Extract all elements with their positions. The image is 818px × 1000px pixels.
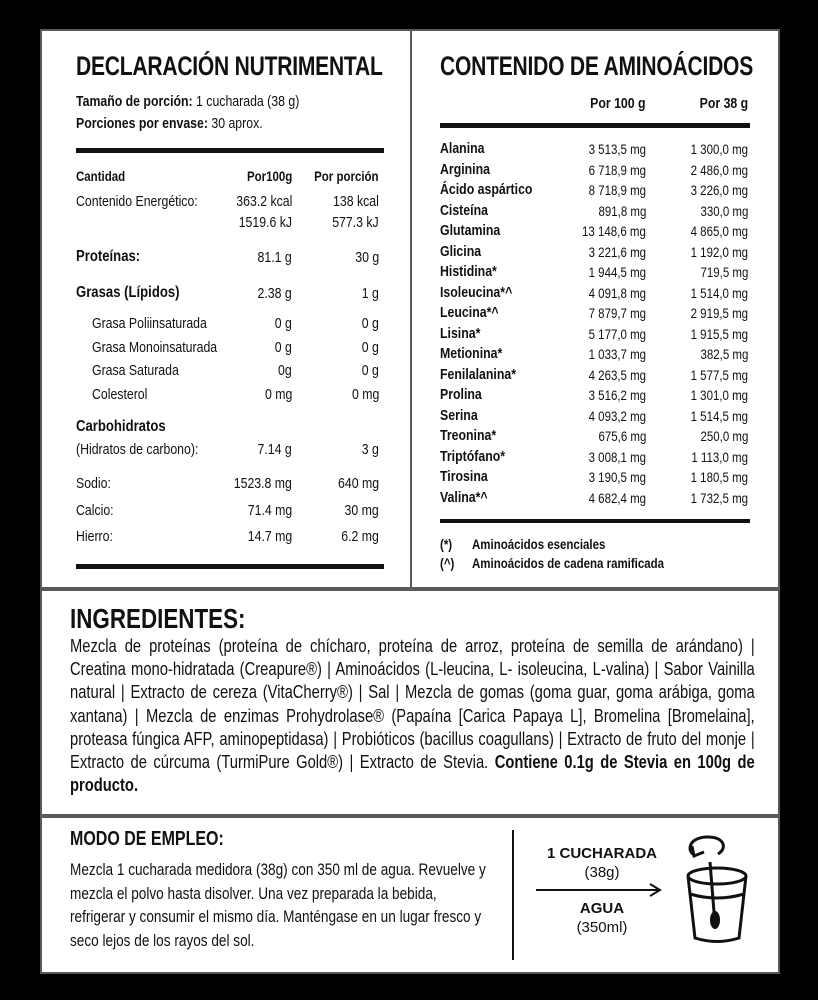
- iron-portion: 6.2 mg: [341, 528, 379, 545]
- amino-name: Glicina: [440, 243, 482, 260]
- water-amount: (350ml): [576, 919, 628, 936]
- amino-name: Cisteína: [440, 202, 488, 219]
- legend-branched-text: Aminoácidos de cadena ramificada: [472, 555, 665, 571]
- servings-label: Porciones por envase:: [76, 115, 208, 132]
- amino-value-38g: 1 301,0 mg: [690, 387, 748, 403]
- shaker-cup-icon: [680, 832, 754, 950]
- amino-name: Tirosina: [440, 469, 488, 485]
- amino-value-38g: 1 514,0 mg: [690, 284, 748, 301]
- amino-value-100g: 7 879,7 mg: [588, 305, 646, 321]
- amino-value-100g: 3 516,2 mg: [588, 387, 646, 403]
- amino-acid-panel: [410, 29, 780, 589]
- energy-kcal-portion: 138 kcal: [333, 193, 379, 210]
- amino-value-38g: 1 300,0 mg: [690, 141, 748, 157]
- amino-value-38g: 382,5 mg: [700, 346, 748, 362]
- legend-essential-symbol: (*): [440, 536, 453, 552]
- amino-value-100g: 1 944,5 mg: [588, 264, 646, 280]
- ingredients-panel: [40, 589, 780, 816]
- amino-value-100g: 4 263,5 mg: [588, 366, 646, 383]
- stevia-note: Contiene 0.1g de Stevia en 100g de producto.: [70, 752, 755, 796]
- legend-branched-symbol: (^): [440, 555, 455, 571]
- ingredients-title: INGREDIENTES:: [70, 603, 246, 634]
- amino-value-38g: 2 486,0 mg: [690, 161, 748, 178]
- fat-portion: 1 g: [361, 285, 379, 302]
- calcium-portion: 30 mg: [344, 502, 379, 519]
- amino-value-38g: 1 577,5 mg: [690, 366, 748, 383]
- sodium-portion: 640 mg: [337, 475, 379, 492]
- servings-value: 30 aprox.: [211, 115, 263, 132]
- usage-instructions: Mezcla 1 cucharada medidora (38g) con 350 ml de agua. Revuelve y mezcla el polvo hasta disolver. Una vez preparada la bebida, refrigerar y consumir el mismo día. Manténgase en un lugar fresco y seco lejos de los rayos del sol.: [70, 860, 486, 950]
- amino-col-100g: Por 100 g: [590, 95, 646, 112]
- iron-100g: 14.7 mg: [247, 528, 292, 545]
- amino-name: Prolina: [440, 387, 482, 403]
- usage-title: MODO DE EMPLEO:: [70, 828, 224, 850]
- amino-value-38g: 1 514,5 mg: [690, 407, 748, 424]
- monounsaturated-portion: 0 g: [361, 339, 379, 356]
- protein-portion: 30 g: [355, 249, 379, 266]
- polyunsaturated-portion: 0 g: [361, 315, 379, 332]
- amino-name: Leucina*^: [440, 305, 499, 321]
- amino-value-100g: 8 718,9 mg: [588, 182, 646, 198]
- water-label: AGUA: [579, 900, 625, 917]
- amino-name: Glutamina: [440, 223, 501, 239]
- amino-value-38g: 1 180,5 mg: [690, 469, 748, 485]
- amino-value-38g: 1 192,0 mg: [690, 243, 748, 260]
- amino-value-100g: 1 033,7 mg: [588, 346, 646, 362]
- amino-name: Lisina*: [440, 325, 481, 342]
- thick-divider: [76, 148, 384, 153]
- serving-value: 1 cucharada (38 g): [196, 93, 300, 110]
- carbs-sub-label: (Hidratos de carbono):: [76, 441, 199, 458]
- amino-name: Fenilalanina*: [440, 366, 517, 383]
- amino-value-100g: 891,8 mg: [598, 202, 646, 219]
- cholesterol-label: Colesterol: [92, 386, 148, 403]
- amino-value-100g: 3 008,1 mg: [588, 448, 646, 465]
- polyunsaturated-label: Grasa Poliinsaturada: [92, 315, 207, 332]
- amino-value-100g: 4 091,8 mg: [588, 284, 646, 301]
- cholesterol-portion: 0 mg: [351, 386, 379, 403]
- amino-value-100g: 4 682,4 mg: [588, 489, 646, 506]
- monounsaturated-100g: 0 g: [274, 339, 292, 356]
- carbs-portion: 3 g: [361, 441, 379, 458]
- amino-value-38g: 1 732,5 mg: [690, 489, 748, 506]
- ingredients-text: [70, 635, 755, 797]
- nutrition-facts-panel: [40, 29, 412, 589]
- amino-value-100g: 5 177,0 mg: [588, 325, 646, 342]
- amino-value-38g: 4 865,0 mg: [690, 223, 748, 239]
- amino-bottom-divider: [440, 519, 750, 523]
- usage-divider: [512, 830, 514, 960]
- amino-value-38g: 1 113,0 mg: [691, 448, 748, 465]
- saturated-portion: 0 g: [361, 362, 379, 379]
- protein-label: Proteínas:: [76, 248, 141, 265]
- scoop-label: 1 CUCHARADA: [546, 845, 657, 862]
- usage-panel: [40, 816, 780, 974]
- energy-kj-100g: 1519.6 kJ: [238, 214, 292, 231]
- amino-name: Ácido aspártico: [440, 182, 533, 198]
- energy-label: Contenido Energético:: [76, 193, 198, 210]
- nutrition-title: DECLARACIÓN NUTRIMENTAL: [76, 51, 383, 81]
- col-header-portion: Por porción: [314, 168, 379, 184]
- legend-essential-text: Aminoácidos esenciales: [472, 536, 606, 552]
- amino-value-38g: 2 919,5 mg: [690, 305, 748, 321]
- sodium-label: Sodio:: [76, 475, 111, 492]
- serving-label: Tamaño de porción:: [76, 93, 193, 110]
- amino-value-100g: 3 513,5 mg: [588, 141, 646, 157]
- calcium-100g: 71.4 mg: [247, 502, 292, 519]
- amino-value-38g: 3 226,0 mg: [690, 182, 748, 198]
- amino-value-100g: 13 148,6 mg: [582, 223, 646, 239]
- energy-kj-portion: 577.3 kJ: [332, 214, 379, 231]
- amino-name: Treonina*: [440, 428, 497, 444]
- scoop-amount: (38g): [584, 864, 620, 881]
- amino-name: Alanina: [440, 141, 485, 157]
- calcium-label: Calcio:: [76, 502, 114, 519]
- amino-value-38g: 719,5 mg: [700, 264, 748, 280]
- carbs-100g: 7.14 g: [257, 441, 292, 458]
- bottom-divider: [76, 564, 384, 569]
- amino-value-38g: 250,0 mg: [700, 428, 748, 444]
- amino-value-38g: 1 915,5 mg: [690, 325, 748, 342]
- cholesterol-100g: 0 mg: [264, 386, 292, 403]
- amino-title: CONTENIDO DE AMINOÁCIDOS: [440, 51, 754, 81]
- col-header-100g: Por100g: [246, 168, 292, 184]
- amino-name: Histidina*: [440, 264, 497, 280]
- amino-value-100g: 3 221,6 mg: [588, 243, 646, 260]
- amino-name: Metionina*: [440, 346, 503, 362]
- amino-value-38g: 330,0 mg: [700, 202, 748, 219]
- amino-value-100g: 4 093,2 mg: [588, 407, 646, 424]
- polyunsaturated-100g: 0 g: [274, 315, 292, 332]
- ingredients-list: Mezcla de proteínas (proteína de chícharo, proteína de arroz, proteína de semilla de arándano) | Creatina mono-hidratada (Creapure®) | Aminoácidos (L-leucina, L- isoleucina, L-valina) | Sabor Vainilla natural | Extracto de cereza (VitaCherry®) | Sal | Mezcla de gomas (goma guar, goma arábiga, goma xantana) | Mezcla de enzimas Prohydrolase® (Papaína [Carica Papaya L], Bromelina [Bromelaina], proteasa fúngica AFP, aminopeptidasa) | Probióticos (bacillus coagullans) | Extracto de fruto del monje | Extracto de cúrcuma (TurmiPure Gold®) | Extracto de Stevia.: [70, 636, 755, 773]
- amino-name: Triptófano*: [440, 448, 506, 465]
- servings-per-container: [76, 115, 263, 132]
- amino-col-38g: Por 38 g: [699, 95, 748, 112]
- arrow-right-icon: [534, 883, 668, 897]
- carbs-label: Carbohidratos: [76, 418, 166, 435]
- amino-value-100g: 3 190,5 mg: [588, 469, 646, 485]
- energy-kcal-100g: 363.2 kcal: [235, 193, 292, 210]
- amino-name: Arginina: [440, 161, 490, 178]
- amino-top-divider: [440, 123, 750, 128]
- serving-size: [76, 93, 299, 110]
- amino-name: Isoleucina*^: [440, 284, 513, 301]
- fat-100g: 2.38 g: [257, 285, 292, 302]
- amino-value-100g: 675,6 mg: [598, 428, 646, 444]
- amino-name: Serina: [440, 407, 478, 424]
- sodium-100g: 1523.8 mg: [233, 475, 292, 492]
- protein-100g: 81.1 g: [257, 249, 292, 266]
- amino-value-100g: 6 718,9 mg: [588, 161, 646, 178]
- saturated-label: Grasa Saturada: [92, 362, 179, 379]
- fat-label: Grasas (Lípidos): [76, 284, 180, 301]
- col-header-qty: Cantidad: [76, 168, 126, 184]
- monounsaturated-label: Grasa Monoinsaturada: [92, 339, 218, 356]
- amino-name: Valina*^: [440, 489, 488, 506]
- saturated-100g: 0g: [278, 362, 292, 379]
- iron-label: Hierro:: [76, 528, 113, 545]
